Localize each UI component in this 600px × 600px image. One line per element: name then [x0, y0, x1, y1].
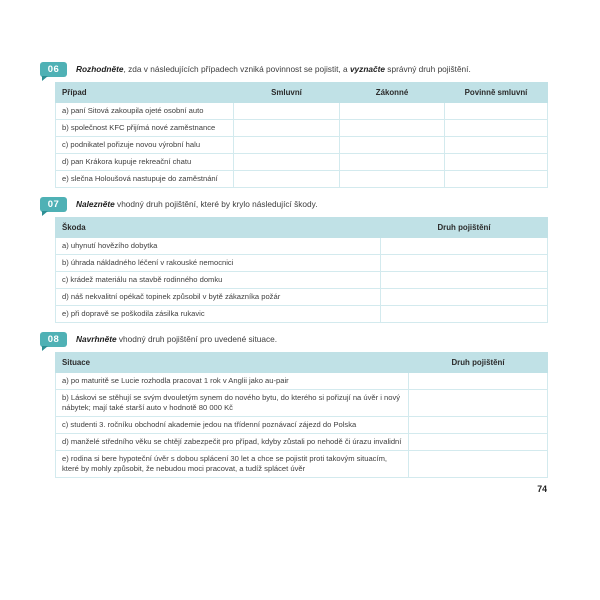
table-row — [56, 238, 548, 255]
answer-cell — [234, 171, 340, 188]
instruction-keyword: vyznačte — [349, 64, 385, 74]
answer-cell — [340, 137, 445, 154]
column-header: Zákonné — [340, 83, 445, 103]
exercise-06 — [40, 62, 548, 188]
answer-cell — [340, 171, 445, 188]
exercise-08 — [40, 332, 548, 478]
case-cell: e) při dopravě se poškodila zásilka rukavic — [56, 306, 381, 323]
case-cell: d) náš nekvalitní opékač topinek způsobil v bytě zákazníka požár — [56, 289, 381, 306]
case-cell: b) úhrada nákladného léčení v rakouské nemocnici — [56, 255, 381, 272]
case-cell: a) uhynutí hovězího dobytka — [56, 238, 381, 255]
table-row — [56, 289, 548, 306]
answer-cell — [445, 103, 548, 120]
case-cell: d) manželé středního věku se chtějí zabezpečit pro případ, kdyby zůstali po nehodě či úrazu invalidní — [56, 434, 409, 451]
exercise-table — [55, 217, 548, 323]
answer-cell — [445, 171, 548, 188]
instruction-text: správný druh pojištění. — [385, 64, 471, 74]
exercise-instruction — [76, 333, 277, 345]
exercise-list — [40, 62, 548, 487]
table-row — [56, 255, 548, 272]
case-cell: b) společnost KFC přijímá nové zaměstnance — [56, 120, 234, 137]
column-header: Smluvní — [234, 83, 340, 103]
column-header: Škoda — [56, 218, 381, 238]
exercise-number-badge: 07 — [40, 197, 67, 212]
answer-cell — [234, 137, 340, 154]
case-cell: d) pan Krákora kupuje rekreační chatu — [56, 154, 234, 171]
column-header: Případ — [56, 83, 234, 103]
case-cell: c) krádež materiálu na stavbě rodinného domku — [56, 272, 381, 289]
answer-cell — [381, 272, 548, 289]
table-row — [56, 451, 548, 478]
answer-cell — [234, 154, 340, 171]
table-row — [56, 306, 548, 323]
answer-cell — [445, 137, 548, 154]
answer-cell — [234, 103, 340, 120]
answer-cell — [381, 289, 548, 306]
column-header: Druh pojištění — [381, 218, 548, 238]
table-header-row — [56, 83, 548, 103]
table-row — [56, 171, 548, 188]
column-header: Povinně smluvní — [445, 83, 548, 103]
instruction-keyword: Rozhodněte — [76, 64, 124, 74]
table-row — [56, 154, 548, 171]
answer-cell — [409, 390, 548, 417]
case-cell: a) po maturitě se Lucie rozhodla pracovat 1 rok v Anglii jako au-pair — [56, 373, 409, 390]
instruction-keyword: Navrhněte — [76, 334, 117, 345]
exercise-table — [55, 352, 548, 478]
exercise-instruction — [76, 63, 471, 75]
table-row — [56, 137, 548, 154]
exercise-heading — [40, 197, 548, 212]
exercise-number-badge: 06 — [40, 62, 67, 77]
table-row — [56, 390, 548, 417]
answer-cell — [340, 120, 445, 137]
table-row — [56, 103, 548, 120]
exercise-07 — [40, 197, 548, 323]
exercise-heading — [40, 332, 548, 347]
answer-cell — [234, 120, 340, 137]
case-cell: e) slečna Holoušová nastupuje do zaměstnání — [56, 171, 234, 188]
table-row — [56, 373, 548, 390]
answer-cell — [340, 103, 445, 120]
exercise-number-badge: 08 — [40, 332, 67, 347]
exercise-table — [55, 82, 548, 188]
case-cell: a) paní Sitová zakoupila ojeté osobní auto — [56, 103, 234, 120]
case-cell: e) rodina si bere hypoteční úvěr s dobou splácení 30 let a chce se pojistit proti takovým situacím, které by mohly způsobit, že nebudou moci pracovat, a tudíž splácet úvěr — [56, 451, 409, 478]
answer-cell — [445, 154, 548, 171]
answer-cell — [381, 306, 548, 323]
answer-cell — [409, 451, 548, 478]
table-row — [56, 417, 548, 434]
exercise-instruction — [76, 198, 318, 210]
table-row — [56, 272, 548, 289]
answer-cell — [381, 238, 548, 255]
answer-cell — [381, 255, 548, 272]
column-header: Druh pojištění — [409, 353, 548, 373]
page-number: 74 — [537, 484, 547, 494]
answer-cell — [409, 417, 548, 434]
answer-cell — [409, 434, 548, 451]
answer-cell — [340, 154, 445, 171]
table-header-row — [56, 353, 548, 373]
case-cell: b) Láskovi se stěhují se svým dvouletým synem do nového bytu, do kterého si pořizují na úvěr i nový nábytek; mají také starší auto v hodnotě 80 000 Kč — [56, 390, 409, 417]
instruction-text: vhodný druh pojištění, které by krylo následující škody. — [114, 199, 318, 210]
column-header: Situace — [56, 353, 409, 373]
table-header-row — [56, 218, 548, 238]
table-row — [56, 120, 548, 137]
answer-cell — [445, 120, 548, 137]
instruction-keyword: Nalezněte — [76, 199, 115, 210]
case-cell: c) studenti 3. ročníku obchodní akademie jedou na třídenní poznávací zájezd do Polska — [56, 417, 409, 434]
case-cell: c) podnikatel pořizuje novou výrobní halu — [56, 137, 234, 154]
table-row — [56, 434, 548, 451]
instruction-text: , zda v následujících případech vzniká povinnost se pojistit, a — [123, 64, 350, 74]
exercise-heading — [40, 62, 548, 77]
answer-cell — [409, 373, 548, 390]
instruction-text: vhodný druh pojištění pro uvedené situace. — [116, 334, 278, 345]
